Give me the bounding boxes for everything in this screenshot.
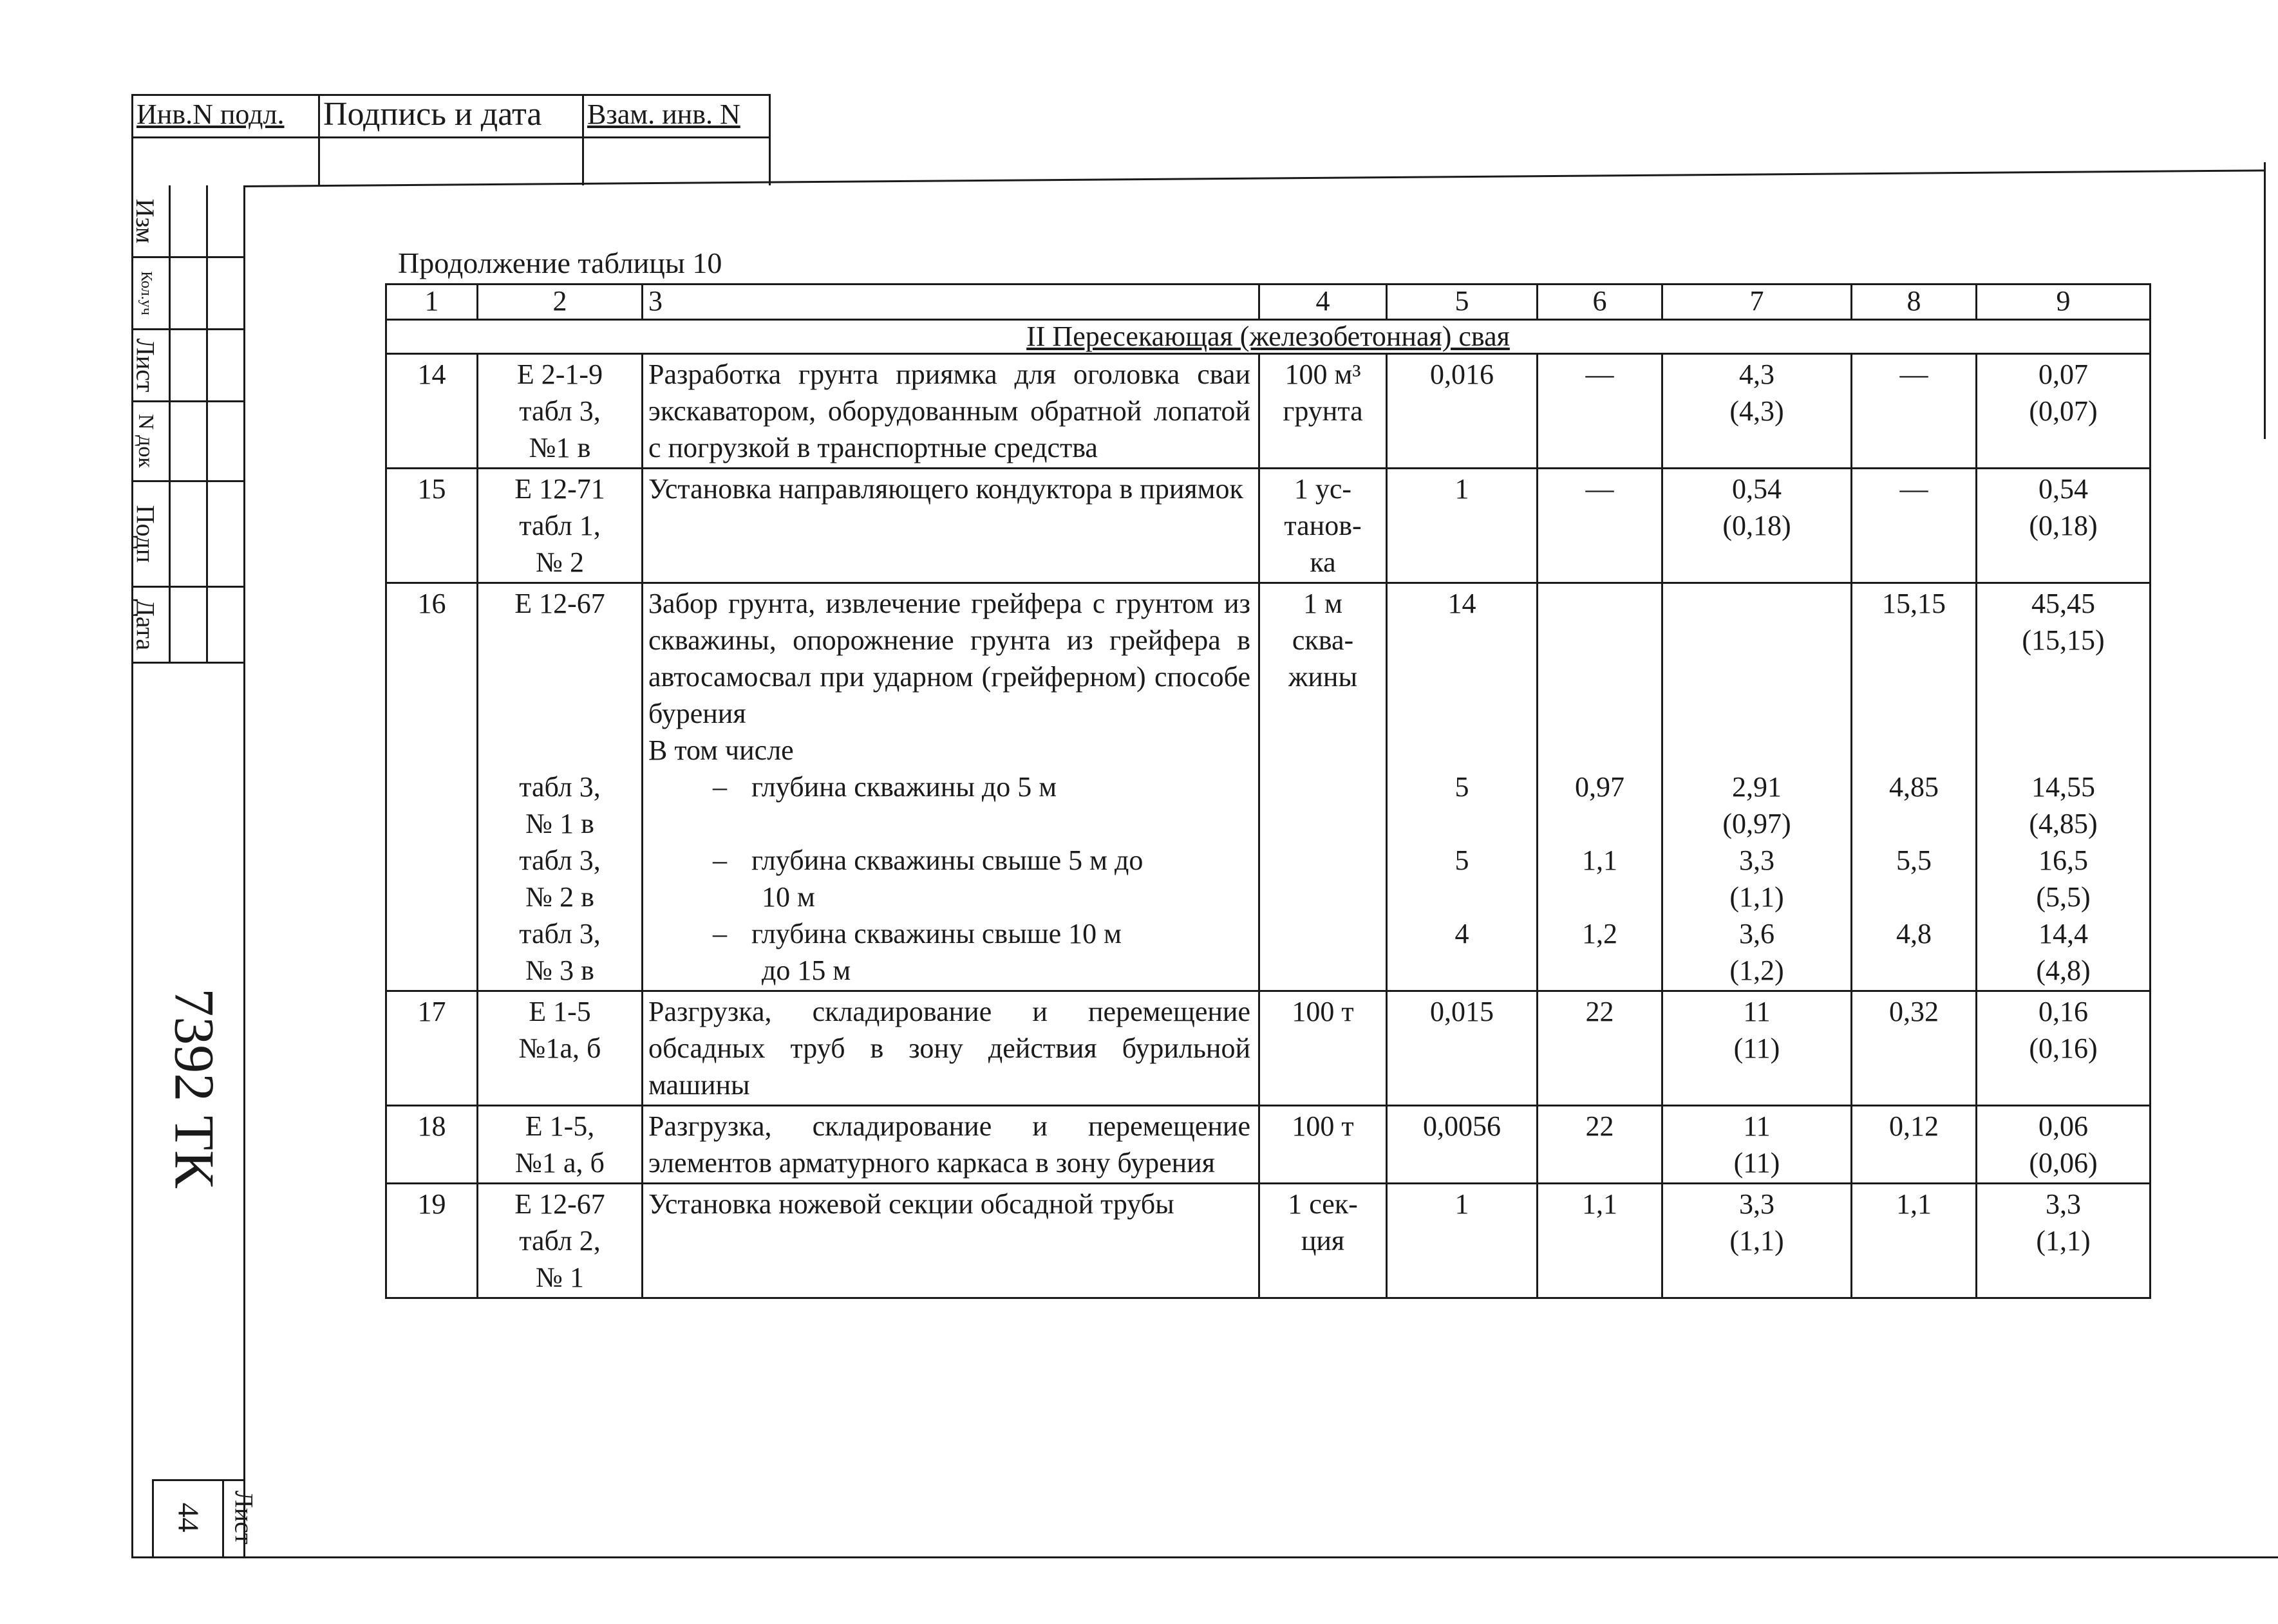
cell-line: (4,3) (1729, 395, 1784, 427)
row-unit (1259, 583, 1387, 991)
value: 0,32 (1889, 996, 1939, 1027)
cell-line: 1 сек- (1288, 1188, 1358, 1220)
table-row (386, 354, 2151, 469)
stamp-podpis-data: Подпись и дата (323, 96, 542, 133)
cell-line: (5,5) (2036, 881, 2091, 913)
dash-mark: – (713, 845, 727, 876)
header-col-9: 9 (1977, 285, 2151, 320)
cell-line: Е 12-67 (514, 588, 605, 619)
cell-line: Е 12-71 (514, 473, 605, 505)
cell-line: 3,3 (1739, 845, 1774, 876)
value: 5 (1454, 771, 1469, 803)
spacer (1858, 732, 1970, 769)
spacer (1393, 658, 1531, 695)
spacer (1858, 805, 1970, 842)
cell-line: № 3 в (525, 955, 594, 986)
row-unit (1259, 469, 1387, 583)
value: — (1585, 359, 1614, 390)
row-col-5 (1387, 354, 1538, 469)
cell-line: табл 1, (519, 510, 601, 541)
header-col-1: 1 (386, 285, 478, 320)
spacer (1668, 732, 1845, 769)
spacer (484, 695, 636, 732)
row-unit (1259, 354, 1387, 469)
side-data: Дата (131, 599, 160, 650)
row-number: 17 (386, 991, 478, 1106)
header-col-7: 7 (1662, 285, 1852, 320)
cell-line: №1 а, б (515, 1147, 605, 1179)
sub-description (648, 915, 1250, 952)
cell-line: 45,45 (2031, 588, 2095, 619)
cell-line: 4,3 (1739, 359, 1774, 390)
sub-description-text: глубина скважины свыше 5 м до (751, 845, 1144, 876)
cell-line: (0,97) (1722, 808, 1791, 839)
cell-line: 0,07 (2038, 359, 2088, 390)
cell-line: №1 в (529, 432, 591, 463)
value: 0,015 (1430, 996, 1494, 1027)
value: — (1585, 473, 1614, 505)
spacer (1543, 732, 1656, 769)
spacer (1543, 879, 1656, 915)
cell-line: Е 1-5, (525, 1110, 595, 1142)
row-col-5 (1387, 1106, 1538, 1184)
cell-line: табл 3, (519, 918, 601, 949)
row-col-7 (1662, 1184, 1852, 1298)
cell-line: (4,85) (2029, 808, 2098, 839)
description-text: Разгрузка, складирование и перемещение элементов арматурного каркаса в зону бурения (648, 1110, 1250, 1179)
side-kol-uch: Кол.уч (137, 270, 155, 315)
dash-mark: – (713, 918, 727, 949)
table-caption: Продолжение таблицы 10 (398, 247, 722, 279)
value: 0,0056 (1423, 1110, 1501, 1142)
spacer (1393, 732, 1531, 769)
cell-line: Е 12-67 (514, 1188, 605, 1220)
cell-line: (11) (1733, 1147, 1780, 1179)
description-text: Установка ножевой секции обсадной трубы (648, 1188, 1174, 1220)
cell-line: табл 3, (519, 845, 601, 876)
cell-line: №1а, б (518, 1032, 601, 1064)
cell-line: (11) (1733, 1032, 1780, 1064)
cell-line: 3,3 (1739, 1188, 1774, 1220)
spacer (1393, 952, 1531, 989)
sub-description (648, 842, 1250, 879)
row-code (478, 1106, 643, 1184)
cell-line: (4,8) (2036, 955, 2091, 986)
spacer (648, 805, 1250, 842)
spacer (1858, 879, 1970, 915)
cell-line: 14,55 (2031, 771, 2095, 803)
table-row (386, 1106, 2151, 1184)
spacer (1393, 622, 1531, 658)
value: 1,1 (1582, 1188, 1617, 1220)
cell-line: № 2 (536, 546, 584, 578)
cell-line: сква- (1292, 624, 1354, 656)
header-col-6: 6 (1538, 285, 1662, 320)
cell-line: (15,15) (2022, 624, 2105, 656)
spacer (484, 732, 636, 769)
row-col-7 (1662, 991, 1852, 1106)
side-list: Лист (131, 338, 160, 392)
cell-line: (0,07) (2029, 395, 2098, 427)
row-col-8 (1852, 583, 1977, 991)
row-col-5 (1387, 1184, 1538, 1298)
sub-description (648, 769, 1250, 805)
cell-line: (0,16) (2029, 1032, 2098, 1064)
spacer (1668, 695, 1845, 732)
spacer (1858, 658, 1970, 695)
row-unit (1259, 991, 1387, 1106)
cell-line: жины (1288, 661, 1358, 693)
frame-right (2264, 162, 2266, 439)
header-col-4: 4 (1259, 285, 1387, 320)
sub-description-text: глубина скважины свыше 10 м (751, 918, 1122, 949)
table-row (386, 1184, 2151, 1298)
row-col-7 (1662, 583, 1852, 991)
cell-line: табл 2, (519, 1225, 601, 1256)
cell-line: грунта (1283, 395, 1363, 427)
spacer (1393, 879, 1531, 915)
row-col-6 (1538, 469, 1662, 583)
cell-line: 2,91 (1732, 771, 1782, 803)
row-col-9 (1977, 1106, 2151, 1184)
row-col-6 (1538, 991, 1662, 1106)
side-podp: Подп (131, 505, 160, 563)
header-col-3: 3 (643, 285, 1259, 320)
stamp-vzam-inv: Взам. инв. N (587, 98, 740, 130)
cell-line: 11 (1743, 1110, 1771, 1142)
spacer (1543, 805, 1656, 842)
row-code (478, 991, 643, 1106)
cell-line: 1 м (1303, 588, 1342, 619)
cell-line: 0,54 (2038, 473, 2088, 505)
cell-line: табл 3, (519, 771, 601, 803)
spacer (1668, 622, 1845, 658)
spacer (1393, 695, 1531, 732)
row-col-7 (1662, 1106, 1852, 1184)
row-number: 19 (386, 1184, 478, 1298)
row-description (643, 1184, 1259, 1298)
row-col-9 (1977, 583, 2151, 991)
cell-line: 100 т (1292, 1110, 1354, 1142)
value: 1,2 (1582, 918, 1617, 949)
row-col-9 (1977, 991, 2151, 1106)
value: 1 (1454, 473, 1469, 505)
spacer (1858, 622, 1970, 658)
stamp-inv-podl: Инв.N подл. (136, 98, 285, 130)
section-title: II Пересекающая (железобетонная) свая (386, 320, 2151, 354)
table-row (386, 583, 2151, 991)
cell-line: 100 м³ (1285, 359, 1361, 390)
description-text: Установка направляющего кондуктора в приямок (648, 473, 1243, 505)
row-unit (1259, 1106, 1387, 1184)
row-description (643, 991, 1259, 1106)
cell-line: № 1 в (525, 808, 594, 839)
cell-line: Е 1-5 (529, 996, 591, 1027)
frame-left-inner (243, 185, 245, 1558)
cell-line: 0,54 (1732, 473, 1782, 505)
cell-line: 14,4 (2038, 918, 2088, 949)
header-row (386, 285, 2151, 320)
header-col-2: 2 (478, 285, 643, 320)
side-row-line-6 (131, 662, 243, 664)
row-col-8 (1852, 354, 1977, 469)
description-text: Разработка грунта приямка для оголовка сваи экскаватором, оборудованным обратной лопатой с погрузкой в транспортные средства (648, 359, 1250, 463)
spacer (1982, 695, 2144, 732)
value: 1 (1454, 1188, 1469, 1220)
row-col-5 (1387, 991, 1538, 1106)
work-table (385, 283, 2151, 1299)
spacer (1543, 952, 1656, 989)
row-col-5 (1387, 583, 1538, 991)
spacer (1543, 695, 1656, 732)
row-col-8 (1852, 991, 1977, 1106)
cell-line: ция (1301, 1225, 1345, 1256)
cell-line: 11 (1743, 996, 1771, 1027)
dash-mark: – (713, 771, 727, 803)
row-col-7 (1662, 469, 1852, 583)
row-col-6 (1538, 1106, 1662, 1184)
value: — (1899, 473, 1928, 505)
cell-line: (1,1) (1729, 881, 1784, 913)
value: 22 (1585, 1110, 1614, 1142)
table-row (386, 991, 2151, 1106)
cell-line: № 2 в (525, 881, 594, 913)
side-n-dok: N док (134, 414, 158, 468)
row-description (643, 1106, 1259, 1184)
value: 5,5 (1896, 845, 1932, 876)
row-col-6 (1538, 354, 1662, 469)
spacer (484, 658, 636, 695)
cell-line: ка (1310, 546, 1336, 578)
value: 15,15 (1882, 588, 1946, 619)
row-col-9 (1977, 469, 2151, 583)
frame-top (243, 169, 2265, 187)
row-number: 16 (386, 583, 478, 991)
row-col-8 (1852, 469, 1977, 583)
spacer (1858, 695, 1970, 732)
cell-line: (1,2) (1729, 955, 1784, 986)
spacer (1858, 952, 1970, 989)
spacer (1668, 585, 1845, 622)
spacer (1982, 732, 2144, 769)
value: 0,12 (1889, 1110, 1939, 1142)
row-col-8 (1852, 1184, 1977, 1298)
cell-line: 3,3 (2046, 1188, 2081, 1220)
value: 4,8 (1896, 918, 1932, 949)
row-code (478, 469, 643, 583)
description-extra: В том числе (648, 734, 794, 766)
cell-line: 1 ус- (1294, 473, 1352, 505)
row-number: 18 (386, 1106, 478, 1184)
value: 0,97 (1575, 771, 1624, 803)
spacer (1982, 658, 2144, 695)
row-col-9 (1977, 1184, 2151, 1298)
spacer (1393, 805, 1531, 842)
cell-line: (0,06) (2029, 1147, 2098, 1179)
sheet-number: 44 (172, 1502, 205, 1533)
cell-line: Е 2-1-9 (516, 359, 603, 390)
row-description (643, 583, 1259, 991)
table-row (386, 469, 2151, 583)
row-col-7 (1662, 354, 1852, 469)
value: 0,016 (1430, 359, 1494, 390)
value: 1,1 (1896, 1188, 1932, 1220)
spacer (1668, 658, 1845, 695)
row-description (643, 469, 1259, 583)
row-code (478, 1184, 643, 1298)
cell-line: 3,6 (1739, 918, 1774, 949)
row-number: 14 (386, 354, 478, 469)
cell-line: (0,18) (1722, 510, 1791, 541)
value: 4 (1454, 918, 1469, 949)
cell-line: табл 3, (519, 395, 601, 427)
cell-line: 100 т (1292, 996, 1354, 1027)
value: 14 (1447, 588, 1476, 619)
section-row (386, 320, 2151, 354)
row-col-6 (1538, 583, 1662, 991)
sheet-box-left (152, 1479, 154, 1556)
sub-description: до 15 м (762, 955, 851, 986)
row-col-9 (1977, 354, 2151, 469)
description-text: Забор грунта, извлечение грейфера с грунтом из скважины, опорожнение грунта из грейфера в автосамосвал при ударном (грейферном) способе бурения (648, 588, 1250, 729)
row-unit (1259, 1184, 1387, 1298)
row-col-8 (1852, 1106, 1977, 1184)
row-code (478, 354, 643, 469)
spacer (484, 622, 636, 658)
cell-line: 16,5 (2038, 845, 2088, 876)
row-col-5 (1387, 469, 1538, 583)
cell-line: 0,16 (2038, 996, 2088, 1027)
row-code (478, 583, 643, 991)
sub-description: 10 м (762, 881, 815, 913)
document-code: 7392 ТК (162, 987, 225, 1188)
sheet-label: Лист (229, 1490, 259, 1545)
frame-bottom (131, 1556, 2278, 1558)
row-description (643, 354, 1259, 469)
cell-line: 0,06 (2038, 1110, 2088, 1142)
description-text: Разгрузка, складирование и перемещение обсадных труб в зону действия бурильной машины (648, 996, 1250, 1101)
cell-line: танов- (1284, 510, 1362, 541)
value: 4,85 (1889, 771, 1939, 803)
header-col-5: 5 (1387, 285, 1538, 320)
spacer (1543, 622, 1656, 658)
stamp-mid-line (131, 136, 770, 138)
cell-line: (1,1) (2036, 1225, 2091, 1256)
sub-description-text: глубина скважины до 5 м (751, 771, 1057, 803)
row-number: 15 (386, 469, 478, 583)
cell-line: № 1 (536, 1262, 584, 1293)
cell-line: (1,1) (1729, 1225, 1784, 1256)
spacer (1543, 658, 1656, 695)
side-izm: Изм (131, 198, 160, 243)
value: 1,1 (1582, 845, 1617, 876)
value (1543, 585, 1656, 622)
value: 5 (1454, 845, 1469, 876)
value: 22 (1585, 996, 1614, 1027)
row-col-6 (1538, 1184, 1662, 1298)
header-col-8: 8 (1852, 285, 1977, 320)
value: — (1899, 359, 1928, 390)
cell-line: (0,18) (2029, 510, 2098, 541)
